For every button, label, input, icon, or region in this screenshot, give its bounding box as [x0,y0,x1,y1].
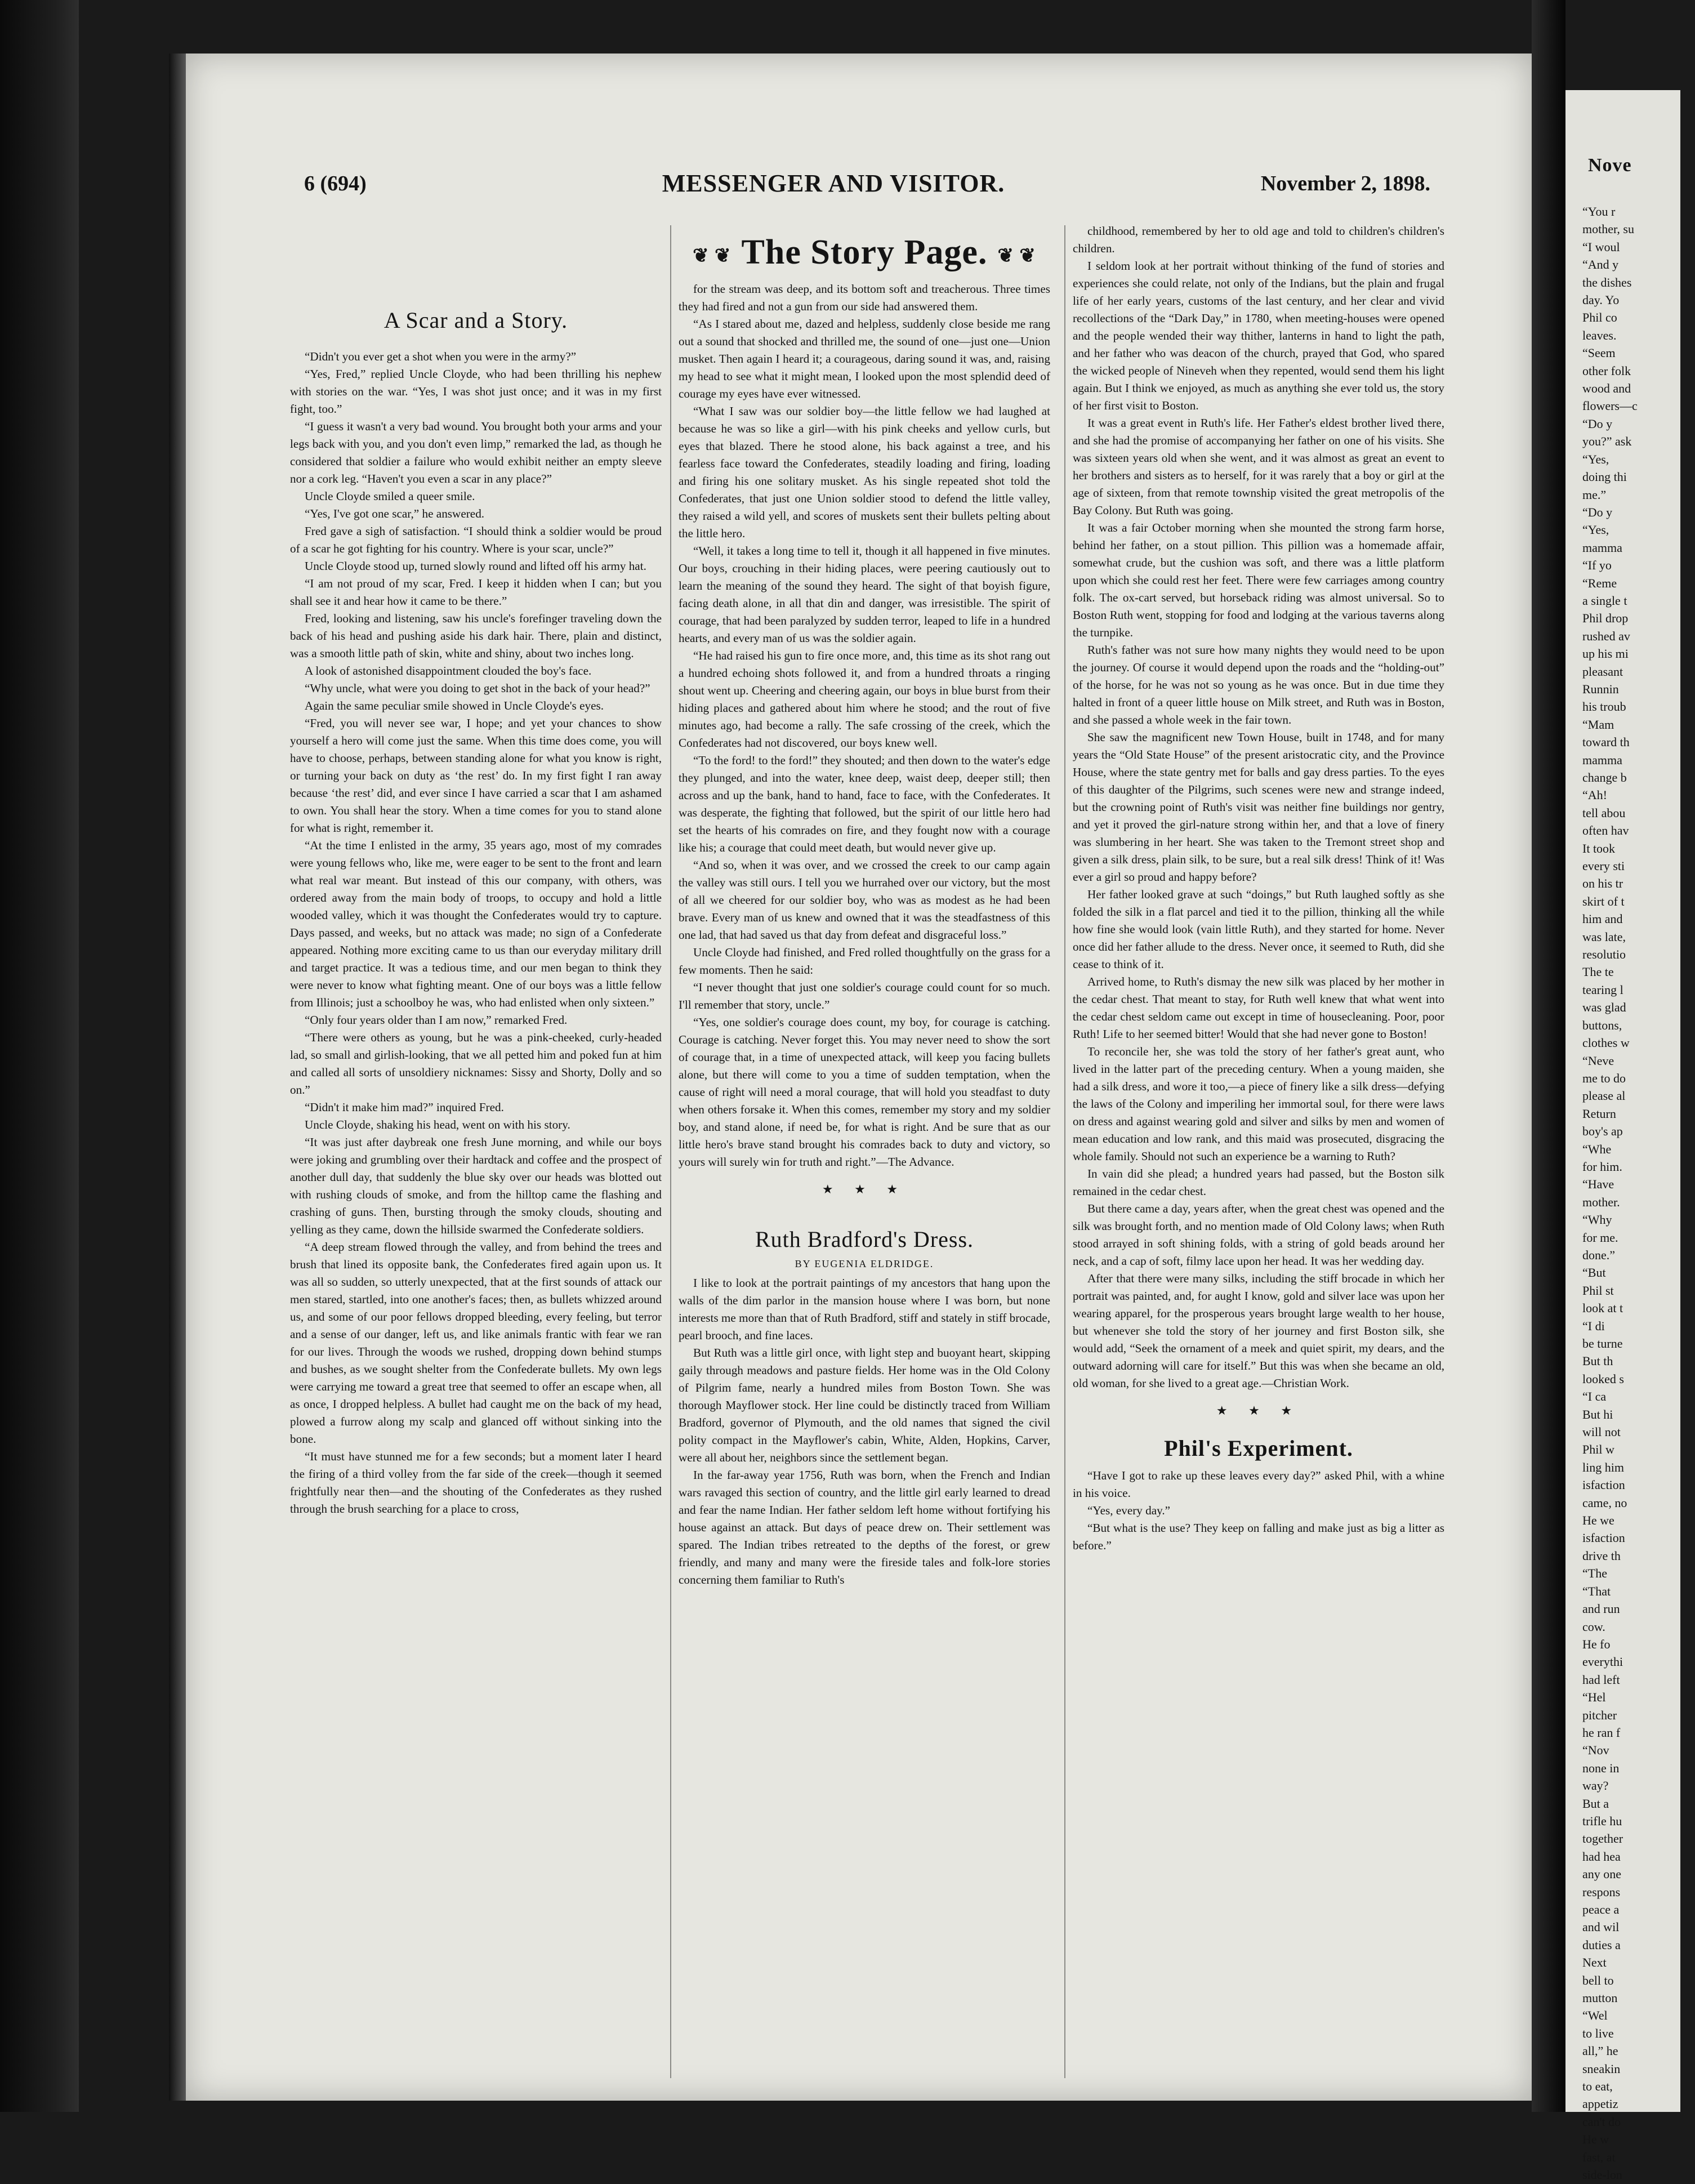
adjacent-page-line: “Wel [1582,2008,1608,2023]
paragraph: But there came a day, years after, when the great chest was opened and the silk was brought forth, and no mention made of Old Colony laws; when Ruth stood arrayed in soft shining folds, with a string of gold beads around her neck, and a cap of soft, filmy lace upon her head. It was her wedding day. [1073,1202,1444,1268]
section-divider: ★ ★ ★ [822,1182,907,1196]
paragraph: I seldom look at her portrait without thinking of the fund of stories and experiences she could relate, not only of the Indians, but the plain and frugal life of her early years, customs of the last century, and her clear and vivid recollections of the “Dark Day,” in 1780, when meeting-houses were opened and the people wended their way thither, lanterns in hand to light the path, and her father who was deacon of the church, prayed that God, who spared the wicked people of Nineveh when they repented, would send them his light again. But I think we enjoyed, as much as anything she ever told us, the story of her first visit to Boston. [1073,259,1444,412]
adjacent-page-line: “Whe [1582,1142,1612,1156]
adjacent-page-line: mother. [1582,1194,1620,1209]
paragraph: “There were others as young, but he was a pink-cheeked, curly-headed lad, so small and girlish-looking, that we all petted him and poked fun at him and called all sorts of unsoldiery nicknames: Sissy and Shorty, Dolly and so on.” [290,1031,662,1097]
adjacent-page-line: But hi [1582,1407,1613,1421]
paragraph: It was a fair October morning when she mounted the strong farm horse, behind her father, on a stout pillion. This pillion was a homemade affair, somewhat crude, but the cushion was soft, and there was a little platform upon which she could rest her feet. There were few carriages among country folk. The ox-cart served, but horseback riding was almost universal. So to Boston Ruth went, stopping for food and lodging at the various taverns along the turnpike. [1073,521,1444,639]
paragraph: Her father looked grave at such “doings,” but Ruth laughed softly as she folded the silk in a flat parcel and tied it to the pillion, thinking all the while how fine she would look (vain little Ruth), and they started for home. Never once did her father allude to the dress. Never once, it seemed to Ruth, did she cease to think of it. [1073,888,1444,971]
paragraph: In vain did she plead; a hundred years had passed, but the Boston silk remained in the cedar chest. [1073,1167,1444,1198]
adjacent-page-line: to live [1582,2026,1614,2040]
adjacent-page-line: “That [1582,1584,1611,1598]
adjacent-page-line: “Why [1582,1213,1612,1227]
paragraph: “It was just after daybreak one fresh June morning, and while our boys were joking and grumbling over their hardtack and coffee and the prospect of another dull day, that suddenly the blue sky over our heads was blotted out with rushing clouds of smoke, and from the hilltop came the flashing and crashing of guns. Then, bursting through the smoky clouds, shouting and yelling as they came, down the hillside swarmed the Confederate soldiers. [290,1135,662,1236]
adjacent-page-text [1582,203,1695,2184]
adjacent-page-line: isfaction [1582,1531,1625,1545]
adjacent-page-line: “And y [1582,257,1619,272]
paragraph: “Yes, every day.” [1087,1504,1171,1517]
adjacent-page-line: together [1582,1831,1623,1846]
adjacent-page-line: flowers—c [1582,399,1638,413]
paragraph: “Well, it takes a long time to tell it, though it all happened in five minutes. Our boys, crouching in their hiding places, were peering cautiously out to learn the meaning of the sound they heard. The sight of that boyish figure, facing death alone, in all that din and danger, was irresistible. The spirit of courage, that had been paralyzed by sudden terror, leaped to life in a hundred hearts, and every man of us was the soldier again. [679,544,1050,645]
article-byline: BY EUGENIA ELDRIDGE. [795,1258,934,1269]
paragraph: for the stream was deep, and its bottom soft and treacherous. Three times they had fired and not a gun from our side had answered them. [679,282,1050,313]
paragraph: “Yes, I've got one scar,” he answered. [305,507,485,520]
paragraph: “Only four years older than I am now,” remarked Fred. [305,1013,568,1027]
adjacent-page-line: “But [1582,1265,1606,1280]
adjacent-page-line: fast, at [1582,2150,1616,2164]
adjacent-page-line: rushed av [1582,629,1630,643]
adjacent-page-line: He we [1582,1513,1614,1528]
adjacent-page-line: isfaction [1582,1478,1625,1492]
adjacent-page-line: pleasant [1582,664,1623,679]
adjacent-page-line: way? [1582,1779,1609,1793]
adjacent-page-line: “Yes, [1582,452,1609,466]
column-3 [1073,222,1444,2081]
adjacent-page-line: done.” [1582,1247,1616,1262]
article-title-ruth: Ruth Bradford's Dress. [755,1227,974,1252]
adjacent-page-line: side-lon [1582,2168,1622,2182]
paragraph: “At the time I enlisted in the army, 35 years ago, most of my comrades were young fellows who, like me, were eager to be sent to the front and learn what real war meant. But instead of this our company, with others, was ordered away from the main body of troops, to occupy and hold a little wooded valley, which it was thought the Confederates would try to capture. Days passed, and weeks, but no attack was made; no sign of a Confederate appeared. Nothing more exciting came to us than our everyday military drill and target practice. It was a tedious time, and our men began to think they were never to know what fighting meant. One of our boys was a little fellow from Illinois; just a schoolboy he was, who had enlisted when only sixteen.” [290,839,662,1009]
adjacent-page-line: “Yes, [1582,523,1609,537]
adjacent-page-line: me.” [1582,487,1607,502]
paragraph: A look of astonished disappointment clouded the boy's face. [305,664,592,678]
adjacent-page-line: was late, [1582,929,1626,944]
paragraph: “Yes, Fred,” replied Uncle Cloyde, who had been thrilling his nephew with stories on the war. “Yes, I was shot just once; and it was in my first fight, too.” [290,367,662,416]
paragraph: “And so, when it was over, and we crossed the creek to our camp again the valley was still ours. I tell you we hurrahed over our victory, but the most of all we cheered for our soldier boy, who was as modest as he had been brave. Every man of us knew and owned that it was the steadfastness of this one lad, that had saved us that day from defeat and disgraceful loss.” [679,858,1050,942]
paragraph: Fred gave a sigh of satisfaction. “I should think a soldier would be proud of a scar he got fighting for his country. Where is your scar, uncle?” [290,524,662,555]
adjacent-page-line: skirt of t [1582,894,1625,908]
adjacent-page-line: tearing l [1582,982,1623,997]
adjacent-page-line: drive th [1582,1548,1621,1563]
section-banner [679,233,1050,273]
adjacent-page-line: and run [1582,1602,1620,1616]
adjacent-page-line: please al [1582,1089,1626,1103]
paragraph: After that there were many silks, including the stiff brocade in which her portrait was painted, and, for aught I know, gold and silver lace was upon her wearing apparel, for the prosperous years brought large wealth to her house, but whenever she told the story of her journey and first Boston silk, she would add, “Seek the ornament of a meek and quiet spirit, my dears, and the outward adorning will care for itself.” But this was when she became an old, old woman, for she lived to a great age.—Christian Work. [1073,1272,1444,1390]
adjacent-page-line: day. Yo [1582,293,1620,307]
adjacent-page-line: peace a [1582,1902,1620,1916]
adjacent-page-line: toward th [1582,735,1630,750]
adjacent-page-line: “You r [1582,204,1616,219]
adjacent-page-line: on his tr [1582,876,1623,891]
paragraph: Uncle Cloyde, shaking his head, went on with his story. [305,1118,570,1131]
section-divider: ★ ★ ★ [1216,1403,1301,1418]
adjacent-page-line: looked s [1582,1371,1624,1386]
adjacent-page-line: often hav [1582,823,1629,838]
section-banner-title: The Story Page. [741,233,988,271]
adjacent-page-line: doing thi [1582,470,1627,484]
article-body-scar-continued [679,280,1050,1171]
paragraph: “Fred, you will never see war, I hope; and yet your chances to show yourself a hero will come just the same. When this time does come, you will have to choose, perhaps, between standing alone for what you know is right, or turning your back on duty as ‘the rest’ do. In my first fight I ran away because ‘the rest’ did, and ever since I have carried a scar that I am ashamed to own. You shall hear the story. When a time comes for you to stand alone for what is right, remember it. [290,716,662,835]
adjacent-page-line: cow. [1582,1619,1605,1634]
adjacent-page-line: leaves. [1582,328,1617,342]
adjacent-page-line: all,” he [1582,2044,1618,2058]
adjacent-page-line: “Nov [1582,1743,1609,1758]
paragraph: “It must have stunned me for a few seconds; but a moment later I heard the firing of a third volley from the far side of the creek—though it seemed frightfully near then—and the shouting of the Confederates as they rushed through the brush searching for a place to cross, [290,1450,662,1516]
adjacent-page-line: his troub [1582,699,1626,714]
adjacent-page-line: pitcher [1582,1708,1617,1722]
adjacent-page-line: a single t [1582,593,1627,608]
paragraph: “But what is the use? They keep on falling and make just as big a litter as before.” [1073,1521,1444,1552]
adjacent-page-line: had left [1582,1672,1620,1687]
adjacent-page-line: bell to [1582,1973,1614,1987]
adjacent-page-line: Phil drop [1582,611,1629,626]
adjacent-page-line: “I ca [1582,1389,1607,1404]
column-2 [679,222,1050,2081]
adjacent-page-line: Next [1582,1955,1607,1970]
paragraph: “I never thought that just one soldier's courage could count for so much. I'll remember that story, uncle.” [679,980,1050,1011]
adjacent-page-line: tell abou [1582,805,1626,820]
adjacent-page-line: duties a [1582,1937,1621,1952]
adjacent-page-line: sneakin [1582,2061,1621,2076]
adjacent-page-line: “Ah! [1582,788,1607,803]
adjacent-page-line: came, no [1582,1495,1627,1510]
adjacent-page-line: buttons, [1582,1018,1622,1032]
adjacent-page-line: other folk [1582,363,1631,378]
adjacent-page-line: But th [1582,1354,1613,1369]
adjacent-page-line: mamma [1582,752,1622,767]
adjacent-page-line: mamma [1582,540,1622,555]
paragraph: Uncle Cloyde had finished, and Fred rolled thoughtfully on the grass for a few moments. Then he said: [679,946,1050,977]
paragraph: “Why uncle, what were you doing to get shot in the back of your head?” [305,681,650,695]
adjacent-page-line: resolutio [1582,947,1626,962]
adjacent-page-line: none in [1582,1760,1620,1775]
adjacent-page-line: to eat, [1582,2079,1613,2094]
adjacent-page-line: “If yo [1582,558,1612,573]
adjacent-page-line: me to do [1582,1071,1626,1085]
adjacent-page-line: up his mi [1582,647,1629,661]
adjacent-page-line: respons [1582,1884,1621,1899]
adjacent-page-line: “Hel [1582,1690,1606,1705]
paragraph: “As I stared about me, dazed and helpless, suddenly close beside me rang out a sound that shocked and thrilled me, the sound of one—just one—Union musket. Then again I heard it; a courageous, daring sound it was, and, raising my head to see what it might mean, I looked upon the most splendid deed of courage my eyes have ever witnessed. [679,317,1050,400]
paragraph: It was a great event in Ruth's life. Her Father's eldest brother lived there, and she had the promise of accompanying her father on one of his visits. She was sixteen years old when she went, and it was almost as great an event to her brothers and sisters as to herself, for it was rarely that a boy or girl at the age of sixteen, from that remote township visited the great metropolis of the Bay Colony. But Ruth was going. [1073,416,1444,517]
article-body-phil [1073,1467,1444,1554]
adjacent-page-line: Phil co [1582,310,1617,325]
paragraph: Uncle Cloyde smiled a queer smile. [305,489,475,503]
paragraph: “I guess it wasn't a very bad wound. You brought both your arms and your legs back with you, and you don't even limp,” remarked the lad, as though he considered that soldier a failure who would exhibit neither an empty sleeve nor a cork leg. “Haven't you even a scar in any place?” [290,420,662,485]
adjacent-page-line: him and [1582,912,1623,926]
adjacent-page-line: had hea [1582,1849,1621,1864]
adjacent-page-line: will not [1582,1425,1621,1439]
page-folio: 6 (694) [304,172,367,195]
page-header [237,169,1430,203]
adjacent-page-line: look at t [1582,1301,1623,1316]
adjacent-page-fragment [1565,90,1680,2182]
adjacent-page-line: was glad [1582,1000,1626,1015]
adjacent-page-line: for him. [1582,1159,1622,1174]
paragraph: But Ruth was a little girl once, with light step and buoyant heart, skipping gaily through meadows and pasture fields. Her home was in the Old Colony of Pilgrim fame, nearly a hundred miles from Boston Town. She was thorough Mayflower stock. Her line could be distinctly traced from William Bradford, governor of Plymouth, and the old names that signed the civil polity compact in the Mayflower's cabin, White, Alden, Hopkins, Carver, were all about her, neighbors since the settlement began. [679,1346,1050,1464]
adjacent-page-line: “I woul [1582,239,1620,254]
paragraph: “I am not proud of my scar, Fred. I keep it hidden when I can; but you shall see it and hear how it came to be there.” [290,577,662,608]
column-1 [290,222,662,2081]
adjacent-page-line: for me. [1582,1230,1618,1245]
paragraph: “To the ford! to the ford!” they shouted; and then down to the water's edge they plunged, and into the water, knee deep, waist deep, deeper still; then across and up the bank, hand to hand, face to face, with the Confederates. It was desperate, the fighting that followed, but the spirit of our little hero had set the hearts of his comrades on fire, and they fought now with a courage like his; a courage that could meet death, but would never give up. [679,754,1050,854]
adjacent-page-line: “The [1582,1566,1607,1581]
adjacent-page-line: “Mam [1582,717,1614,732]
paragraph: Arrived home, to Ruth's dismay the new silk was placed by her mother in the cedar chest. That meant to stay, for Ruth well knew that what went into the cedar chest seldom came out except in time of housecleaning. Poor, poor Ruth! Life to her seemed bitter! Would that she had never gone to Boston! [1073,975,1444,1041]
adjacent-page-line: clothes w [1582,1036,1630,1050]
article-title-scar: A Scar and a Story. [383,307,568,333]
paragraph: Fred, looking and listening, saw his uncle's forefinger traveling down the back of his head and pushing aside his dark hair. There, plain and distinct, was a smooth little path of skin, white and shiny, about two inches long. [290,612,662,660]
paragraph: “What I saw was our soldier boy—the little fellow we had laughed at because he was so like a girl—with his pink cheeks and yellow curls, but eyes that blazed. There he stood alone, his back against a tree, and his fearless face toward the Confederates, steadily loading and firing, loading and firing his one solitary musket. As his single repeated shot told the Confederates, that just one Union soldier stood to defend the little valley, they raised a wild yell, and scores of muskets sent their bullets pelting about the little hero. [679,404,1050,540]
adjacent-page-line: The te [1582,965,1614,979]
adjacent-page-line: He w [1582,2132,1609,2147]
paragraph: Again the same peculiar smile showed in Uncle Cloyde's eyes. [305,699,604,712]
adjacent-page-line: boy's ap [1582,1124,1623,1139]
paragraph: “Didn't you ever get a shot when you were in the army?” [305,350,577,363]
adjacent-page-line: every sti [1582,859,1625,873]
paragraph: childhood, remembered by her to old age and told to children's children's children. [1073,224,1444,255]
adjacent-page-line: change b [1582,770,1627,785]
paragraph: “Have I got to rake up these leaves every day?” asked Phil, with a whine in his voice. [1073,1469,1444,1500]
adjacent-page-line: trifle hu [1582,1813,1622,1828]
adjacent-page-line: he ran f [1582,1725,1621,1740]
paragraph: “Yes, one soldier's courage does count, my boy, for courage is catching. Courage is catching. Never forget this. You may never need to show the sort of courage that, in a time of unexpected attack, will keep you facing bullets alone, but there will come to you a time of sudden temptation, when the cause of right will need a moral courage, that will hold you steadfast to duty when others forsake it. When this comes, remember my story and my soldier boy, and stand alone, if need be, for what is right. And be sure that as our little hero's brave stand brought his comrades back to duty and victory, so yours will surely win for truth and right.”—The Advance. [679,1015,1050,1169]
paragraph: Uncle Cloyde stood up, turned slowly round and lifted off his army hat. [305,559,646,573]
adjacent-page-line: Runnin [1582,681,1619,696]
adjacent-page-line: ling him [1582,1460,1624,1474]
adjacent-page-line: wood and [1582,381,1631,396]
adjacent-page-line: be turne [1582,1336,1623,1350]
paragraph: “A deep stream flowed through the valley, and from behind the trees and brush that lined its opposite bank, the Confederates fired again upon us. It was all so sudden, so utterly unexpected, that at the first sounds of attack our men stared, startled, into one another's faces; then, as bullets whizzed around us, and some of our poor fellows dropped bleeding, every feeling, but terror and a sense of our danger, left us, and like animals frantic with fear we ran for our lives. Through the woods we rushed, dropping down behind stumps and bushes, as we sought shelter from the Confederate bullets. My own legs were carrying me toward a great tree that seemed to offer an escape when, all as once, I dropped helpless. A bullet had caught me on the back of my head, plowed a furrow along my scalp and glanced off without sinking into the bone. [290,1240,662,1446]
page-gutter [1532,0,1565,2112]
paragraph: “He had raised his gun to fire once more, and, this time as its shot rang out a hundred echoing shots followed it, and from a hundred throats a ringing shout went up. Cheering and cheering again, our boys in blue burst from their hiding places and gathered about him where he stood; and the rout of five minutes ago, had become a rally. The safe crossing of the creek, which the Confederates had not discovered, our boys knew well. [679,649,1050,750]
adjacent-page-line: He fo [1582,1637,1611,1651]
column-rule [670,225,671,2078]
adjacent-page-line: any one [1582,1867,1622,1882]
article-body-ruth-continued [1073,222,1444,1392]
paragraph: She saw the magnificent new Town House, built in 1748, and for many years the “Old State House” of the present aristocratic city, and the Province House, where the state gentry met for balls and gay dress parties. To the eyes of this daughter of the Pilgrims, such scenes were new and strange indeed, but the crowning point of Ruth's visit was neither fine buildings nor gentry, and yet it proved the girl-nature strong within her, and that a love of finery was slumbering in her heart. She was taken to the Tremont street shop and given a silk dress, plain silk, to be sure, but a real silk dress! Think of it! Was ever a girl so proud and happy before? [1073,730,1444,884]
adjacent-page-line: “Reme [1582,576,1617,590]
adjacent-page-line: “Neve [1582,1053,1614,1068]
adjacent-page-line: “Have [1582,1177,1614,1192]
adjacent-page-line: mother, su [1582,222,1634,237]
adjacent-page-line: “I di [1582,1318,1605,1333]
article-body-scar [290,348,662,1518]
paragraph: Ruth's father was not sure how many nights they would need to be upon the journey. Of course it would depend upon the roads and the “holding-out” of the horse, for he was not so young as he was once. But in due time they halted in front of a queer little house on Milk street, and Ruth was in Boston, and she passed a whole week in the fair town. [1073,643,1444,726]
adjacent-page-line: Phil w [1582,1442,1614,1457]
adjacent-page-line: “Seem [1582,346,1616,360]
adjacent-page-line: Return [1582,1106,1616,1121]
adjacent-page-line: “Do y [1582,416,1613,431]
masthead: MESSENGER AND VISITOR. [662,170,1005,197]
adjacent-page-line: appetiz [1582,2097,1618,2111]
scan-border-left [0,0,79,2112]
column-rule [1064,225,1065,2078]
adjacent-page-line: mutton [1582,1991,1618,2005]
paragraph: I like to look at the portrait paintings of my ancestors that hang upon the walls of the dim parlor in the mansion house where I was born, but none interests me more than that of Ruth Bradford, stiff and stately in stiff brocade, pearl brooch, and fine laces. [679,1276,1050,1342]
adjacent-page-line: the dishes [1582,275,1632,289]
issue-date: November 2, 1898. [1260,172,1430,195]
ornament-left: ❦ ❦ [693,245,731,266]
article-title-phil: Phil's Experiment. [1164,1436,1353,1461]
article-body-ruth [679,1274,1050,1589]
adjacent-page-line: It took [1582,841,1616,855]
adjacent-page-line: everythi [1582,1655,1623,1669]
adjacent-page-line: “Do y [1582,505,1613,519]
paragraph: To reconcile her, she was told the story of her father's great aunt, who lived in the latter part of the preceding century. When a young maiden, she had a silk dress, and wore it too,—a piece of finery like a silk dress—defying the laws of the Colony and imperiling her immortal soul, for there were laws on dress and against wearing gold and silver and silks by men and women of mean education and low rank, and this maid was prosecuted, disgracing the whole family. Should not such an experience be a warning to Ruth? [1073,1045,1444,1163]
adjacent-page-line: Phil st [1582,1283,1614,1298]
adjacent-page-heading: Nove [1588,155,1632,176]
adjacent-page-line: and wil [1582,1920,1620,1935]
paragraph: “Didn't it make him mad?” inquired Fred. [305,1100,504,1114]
adjacent-page-line: But a [1582,1796,1609,1811]
paragraph: In the far-away year 1756, Ruth was born, when the French and Indian wars ravaged this section of country, and the little girl early learned to dread and fear the name Indian. Her father seldom left home without fortifying his house against an attack. But days of peace drew on. Their settlement was spared. The Indian tribes retreated to the depths of the forest, or grew friendly, and many and many were the fireside tales and folk-lore stories concerning them familiar to Ruth's [679,1468,1050,1586]
adjacent-page-line: you?” ask [1582,434,1632,449]
ornament-right: ❦ ❦ [997,245,1036,266]
adjacent-page-line: can't do [1582,2114,1621,2129]
